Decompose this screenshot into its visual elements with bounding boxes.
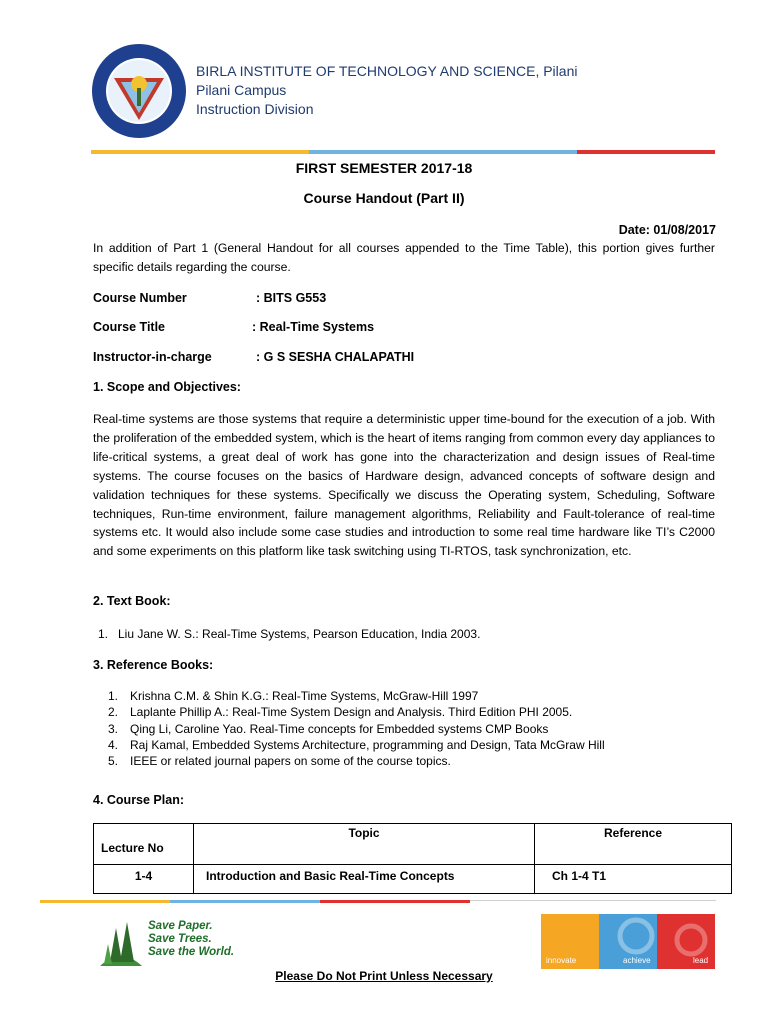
course-number-label: Course Number bbox=[93, 291, 187, 305]
instructor-label: Instructor-in-charge bbox=[93, 350, 212, 364]
instructor-value: : G S SESHA CHALAPATHI bbox=[256, 350, 415, 364]
header-divider bbox=[91, 150, 715, 154]
print-notice: Please Do Not Print Unless Necessary bbox=[275, 969, 493, 983]
semester-title: FIRST SEMESTER 2017-18 bbox=[295, 160, 473, 176]
course-title-value: : Real-Time Systems bbox=[252, 320, 375, 334]
list-item: 1. Krishna C.M. & Shin K.G.: Real-Time Systems, McGraw-Hill 1997 bbox=[107, 689, 479, 703]
column-lecture-no: Lecture No bbox=[94, 824, 194, 865]
cell-lecture: 1-4 bbox=[94, 865, 194, 894]
course-title-label: Course Title bbox=[93, 320, 166, 334]
scope-paragraph: Real-time systems are those systems that require a deterministic upper time-bound for the execution of a job. With the proliferation of the embedded system, which is the heart of items ranging from common every day appliances to life-critical systems, a great deal of work has gone into the characterization and design issues of Real-time systems. The course focuses on the basics of Hardware design, advanced concepts of software design and validation techniques for these systems. Specifically we discuss the Operating system, Scheduling, Software techniques, Run-time environment, failure management algorithms, Reliability and Fault-tolerance of real-time systems etc. It would also include some case studies and introduction to some real time hardware like TI’s C2000 and some experiments on this platform like task switching using TI-RTOS, task synchronization, etc. bbox=[93, 412, 715, 559]
course-number-value: : BITS G553 bbox=[256, 291, 327, 305]
cell-topic: Introduction and Basic Real-Time Concepts bbox=[194, 865, 535, 894]
handout-date: Date: 01/08/2017 bbox=[618, 223, 716, 237]
footer-divider bbox=[40, 900, 716, 903]
references-heading: 3. Reference Books: bbox=[93, 658, 214, 672]
save-paper-badge bbox=[62, 916, 262, 970]
save-world-line: Save the World. bbox=[148, 946, 235, 958]
table-header-row bbox=[94, 824, 732, 865]
save-paper-line: Save Paper. bbox=[148, 920, 213, 932]
division-name: Instruction Division bbox=[196, 101, 314, 117]
institute-logo bbox=[90, 42, 188, 140]
institute-name: BIRLA INSTITUTE OF TECHNOLOGY AND SCIENCE, Pilani bbox=[196, 63, 578, 79]
banner-achieve: achieve bbox=[623, 956, 651, 965]
banner-lead: lead bbox=[693, 956, 709, 965]
list-item: 4. Raj Kamal, Embedded Systems Architecture, programming and Design, Tata McGraw Hill bbox=[107, 737, 605, 752]
list-item: 2. Laplante Phillip A.: Real-Time System Design and Analysis. Third Edition PHI 2005. bbox=[107, 705, 573, 720]
course-plan-heading: 4. Course Plan: bbox=[93, 793, 184, 807]
table-row bbox=[94, 865, 732, 894]
list-item: 3. Qing Li, Caroline Yao. Real-Time concepts for Embedded systems CMP Books bbox=[107, 721, 549, 736]
handout-title: Course Handout (Part II) bbox=[303, 190, 465, 206]
intro-paragraph: In addition of Part 1 (General Handout for all courses appended to the Time Table), this portion gives further specific details regarding the course. bbox=[93, 241, 715, 274]
list-item: 5. IEEE or related journal papers on some of the course topics. bbox=[107, 754, 451, 769]
course-plan-table bbox=[93, 823, 732, 894]
column-reference: Reference bbox=[535, 824, 732, 865]
innovate-achieve-lead-banner bbox=[541, 914, 715, 969]
campus-name: Pilani Campus bbox=[196, 82, 287, 98]
textbook-list bbox=[88, 626, 480, 642]
save-trees-line: Save Trees. bbox=[148, 933, 212, 945]
column-topic: Topic bbox=[194, 824, 535, 865]
banner-innovate: innovate bbox=[546, 956, 577, 965]
textbook-heading: 2. Text Book: bbox=[93, 594, 171, 608]
list-item: 1. Liu Jane W. S.: Real-Time Systems, Pearson Education, India 2003. bbox=[97, 627, 481, 641]
cell-reference: Ch 1-4 T1 bbox=[535, 865, 732, 894]
trees-icon bbox=[96, 916, 146, 970]
references-list bbox=[80, 688, 605, 769]
scope-heading: 1. Scope and Objectives: bbox=[93, 380, 241, 394]
